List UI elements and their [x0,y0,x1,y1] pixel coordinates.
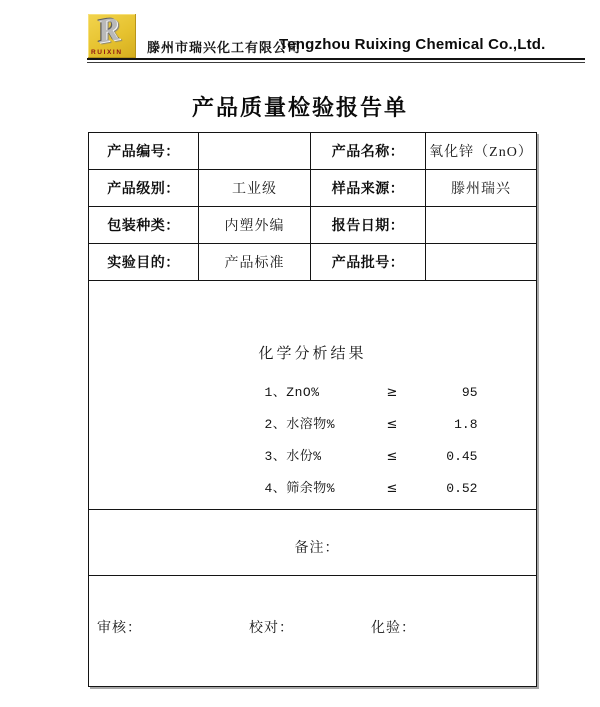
remarks-row [89,510,537,576]
analysis-item-relation: ≤ [386,480,398,496]
ruixin-logo [88,10,136,58]
analysis-item-relation: ≤ [386,448,398,464]
report-table [88,132,537,687]
analysis-item [206,413,536,432]
product-code-label: 产品编号： [89,133,199,170]
package-type-value: 内塑外编 [199,207,311,244]
package-type-label: 包装种类： [89,207,199,244]
remarks-label: 备注： [294,540,340,556]
analysis-item-name: 4、筛余物% [264,480,336,496]
signatures-section [89,576,537,687]
product-grade-label: 产品级别： [89,170,199,207]
analysis-item-relation: ≥ [386,384,398,400]
report-date-value [426,207,537,244]
product-grade-value: 工业级 [199,170,311,207]
logo-r-icon: R [93,10,123,51]
header-divider [87,58,585,63]
remarks-section [89,510,537,576]
analysis-item-value: 1.8 [454,416,478,432]
product-name-value: 氧化锌（ZnO） [426,133,537,170]
page-title: 产品质量检验报告单 [191,95,408,120]
analysis-item-name: 3、水份% [264,448,322,464]
product-name-label: 产品名称： [311,133,426,170]
analysis-item [206,381,536,400]
product-code-value [199,133,311,170]
signatures-wrap [89,576,536,686]
analysis-item-relation: ≤ [386,416,398,432]
batch-number-label: 产品批号： [311,244,426,281]
analysis-item [206,445,536,464]
logo-brand-text: RUIXIN [91,49,123,56]
table-row [89,133,537,170]
test-purpose-value: 产品标准 [199,244,311,281]
analysis-item-value: 0.45 [446,448,478,464]
analysis-heading: 化学分析结果 [258,345,367,362]
analysis-item-name: 2、水溶物% [264,416,336,432]
signature-proofread-label: 校对： [249,621,294,636]
table-row [89,207,537,244]
analysis-item-value: 0.52 [446,480,478,496]
test-purpose-label: 实验目的： [89,244,199,281]
analysis-item-name: 1、ZnO% [264,384,320,400]
sample-source-label: 样品来源： [311,170,426,207]
analysis-item [206,477,536,496]
signatures-row [89,576,537,687]
batch-number-value [426,244,537,281]
signature-review-label: 审核： [97,621,142,636]
analysis-section [89,281,537,510]
table-row [89,244,537,281]
company-name-en: Tengzhou Ruixing Chemical Co.,Ltd. [279,36,546,53]
analysis-row [89,281,537,510]
table-row [89,170,537,207]
signature-test-label: 化验： [371,621,416,636]
analysis-item-value: 95 [461,384,478,400]
sample-source-value: 滕州瑞兴 [426,170,537,207]
company-name-cn: 滕州市瑞兴化工有限公司 [147,40,302,55]
report-date-label: 报告日期： [311,207,426,244]
